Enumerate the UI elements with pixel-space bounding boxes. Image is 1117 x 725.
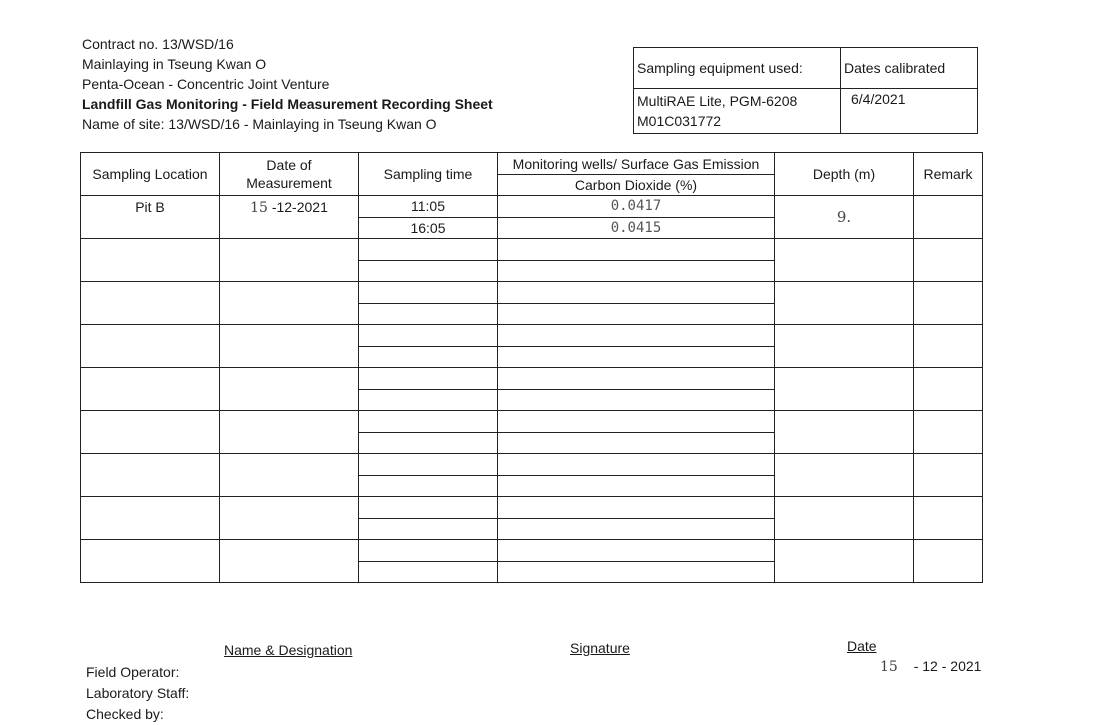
- cell-date: [220, 196, 359, 239]
- cell-empty: [81, 497, 220, 540]
- table-row: [81, 196, 983, 239]
- header-block: [82, 34, 493, 134]
- cell-empty: [81, 540, 220, 583]
- field-operator-label: Field Operator:: [86, 664, 180, 680]
- lab-staff-label: Laboratory Staff:: [86, 685, 190, 701]
- cell-empty: [775, 540, 914, 583]
- cell-empty-split: [498, 540, 775, 583]
- cell-empty: [775, 454, 914, 497]
- header-remark: Remark: [914, 153, 983, 196]
- project-name: Mainlaying in Tseung Kwan O: [82, 56, 267, 72]
- checked-by-label: Checked by:: [86, 706, 164, 722]
- cell-time: [359, 196, 498, 239]
- signature-heading: Signature: [570, 640, 630, 656]
- header-location: Sampling Location: [81, 153, 220, 196]
- measurement-table: [80, 152, 983, 583]
- cell-empty: [914, 282, 983, 325]
- cell-empty-split: [498, 282, 775, 325]
- equipment-value: [634, 89, 841, 134]
- cell-empty: [220, 325, 359, 368]
- date-heading: Date: [847, 638, 877, 654]
- table-row: [81, 411, 983, 454]
- cell-time-2: 16:05: [410, 219, 446, 236]
- cell-empty: [914, 540, 983, 583]
- cell-empty: [914, 497, 983, 540]
- cell-empty-split: [359, 282, 498, 325]
- cell-empty: [81, 454, 220, 497]
- cell-co2: [498, 196, 775, 239]
- cell-empty: [914, 368, 983, 411]
- table-row: [81, 497, 983, 540]
- cell-empty-split: [498, 411, 775, 454]
- cell-co2-1: 0.0417: [498, 196, 774, 218]
- table-row: [81, 282, 983, 325]
- table-row: [81, 325, 983, 368]
- cell-empty-split: [498, 325, 775, 368]
- cell-empty: [81, 282, 220, 325]
- cell-empty-split: [359, 239, 498, 282]
- cell-empty-split: [498, 497, 775, 540]
- table-row: [81, 454, 983, 497]
- table-row: [81, 540, 983, 583]
- cell-empty: [775, 325, 914, 368]
- cell-empty: [220, 454, 359, 497]
- header-wells-title: Monitoring wells/ Surface Gas Emission: [498, 154, 774, 175]
- cell-empty-split: [359, 454, 498, 497]
- equipment-label: Sampling equipment used:: [634, 48, 841, 89]
- cell-empty: [220, 282, 359, 325]
- cell-empty-split: [359, 497, 498, 540]
- cell-empty-split: [498, 368, 775, 411]
- header-date-line1: Date of: [266, 157, 312, 173]
- cell-empty: [81, 325, 220, 368]
- cell-date-handwritten: 15: [250, 200, 268, 216]
- table-header-row: [81, 153, 983, 196]
- header-date-line2: Measurement: [246, 175, 332, 191]
- equipment-model: MultiRAE Lite, PGM-6208: [637, 93, 798, 109]
- footer-date: [880, 658, 981, 675]
- cell-empty: [81, 411, 220, 454]
- name-designation-heading: Name & Designation: [224, 642, 353, 658]
- cell-location: Pit B: [81, 196, 220, 239]
- equipment-serial: M01C031772: [637, 113, 722, 129]
- cell-empty-split: [359, 325, 498, 368]
- cell-empty: [220, 411, 359, 454]
- cell-empty: [220, 239, 359, 282]
- cell-empty: [914, 325, 983, 368]
- cell-empty: [775, 239, 914, 282]
- cell-empty: [914, 454, 983, 497]
- cell-empty: [81, 368, 220, 411]
- cell-empty: [220, 540, 359, 583]
- contractor-name: Penta-Ocean - Concentric Joint Venture: [82, 76, 330, 92]
- header-time: Sampling time: [359, 153, 498, 196]
- cell-empty-split: [359, 368, 498, 411]
- header-date: [220, 153, 359, 196]
- header-depth: Depth (m): [775, 153, 914, 196]
- cell-remark: [914, 196, 983, 239]
- header-wells: [498, 153, 775, 196]
- header-co2: Carbon Dioxide (%): [574, 176, 698, 193]
- cell-empty: [775, 282, 914, 325]
- contract-number: Contract no. 13/WSD/16: [82, 36, 234, 52]
- cell-empty: [914, 239, 983, 282]
- cell-empty-split: [498, 454, 775, 497]
- date-calibrated: 6/4/2021: [841, 89, 978, 134]
- cell-empty: [81, 239, 220, 282]
- cell-date-printed: -12-2021: [267, 199, 328, 215]
- cell-empty: [220, 497, 359, 540]
- cell-empty-split: [498, 239, 775, 282]
- table-row: [81, 368, 983, 411]
- dates-calibrated-label: Dates calibrated: [841, 48, 978, 89]
- cell-empty-split: [359, 540, 498, 583]
- cell-empty: [775, 368, 914, 411]
- table-row: [81, 239, 983, 282]
- footer-date-handwritten: 15: [880, 659, 898, 675]
- cell-co2-2: 0.0415: [610, 219, 662, 236]
- cell-empty: [220, 368, 359, 411]
- footer-date-printed: - 12 - 2021: [913, 658, 982, 674]
- sheet-title: Landfill Gas Monitoring - Field Measurement Recording Sheet: [82, 96, 493, 112]
- equipment-table: [633, 47, 978, 134]
- cell-empty: [775, 497, 914, 540]
- cell-empty: [914, 411, 983, 454]
- cell-empty-split: [359, 411, 498, 454]
- cell-depth: 9.: [775, 196, 914, 239]
- cell-time-1: 11:05: [359, 196, 497, 218]
- site-name: Name of site: 13/WSD/16 - Mainlaying in Tseung Kwan O: [82, 116, 437, 132]
- cell-empty: [775, 411, 914, 454]
